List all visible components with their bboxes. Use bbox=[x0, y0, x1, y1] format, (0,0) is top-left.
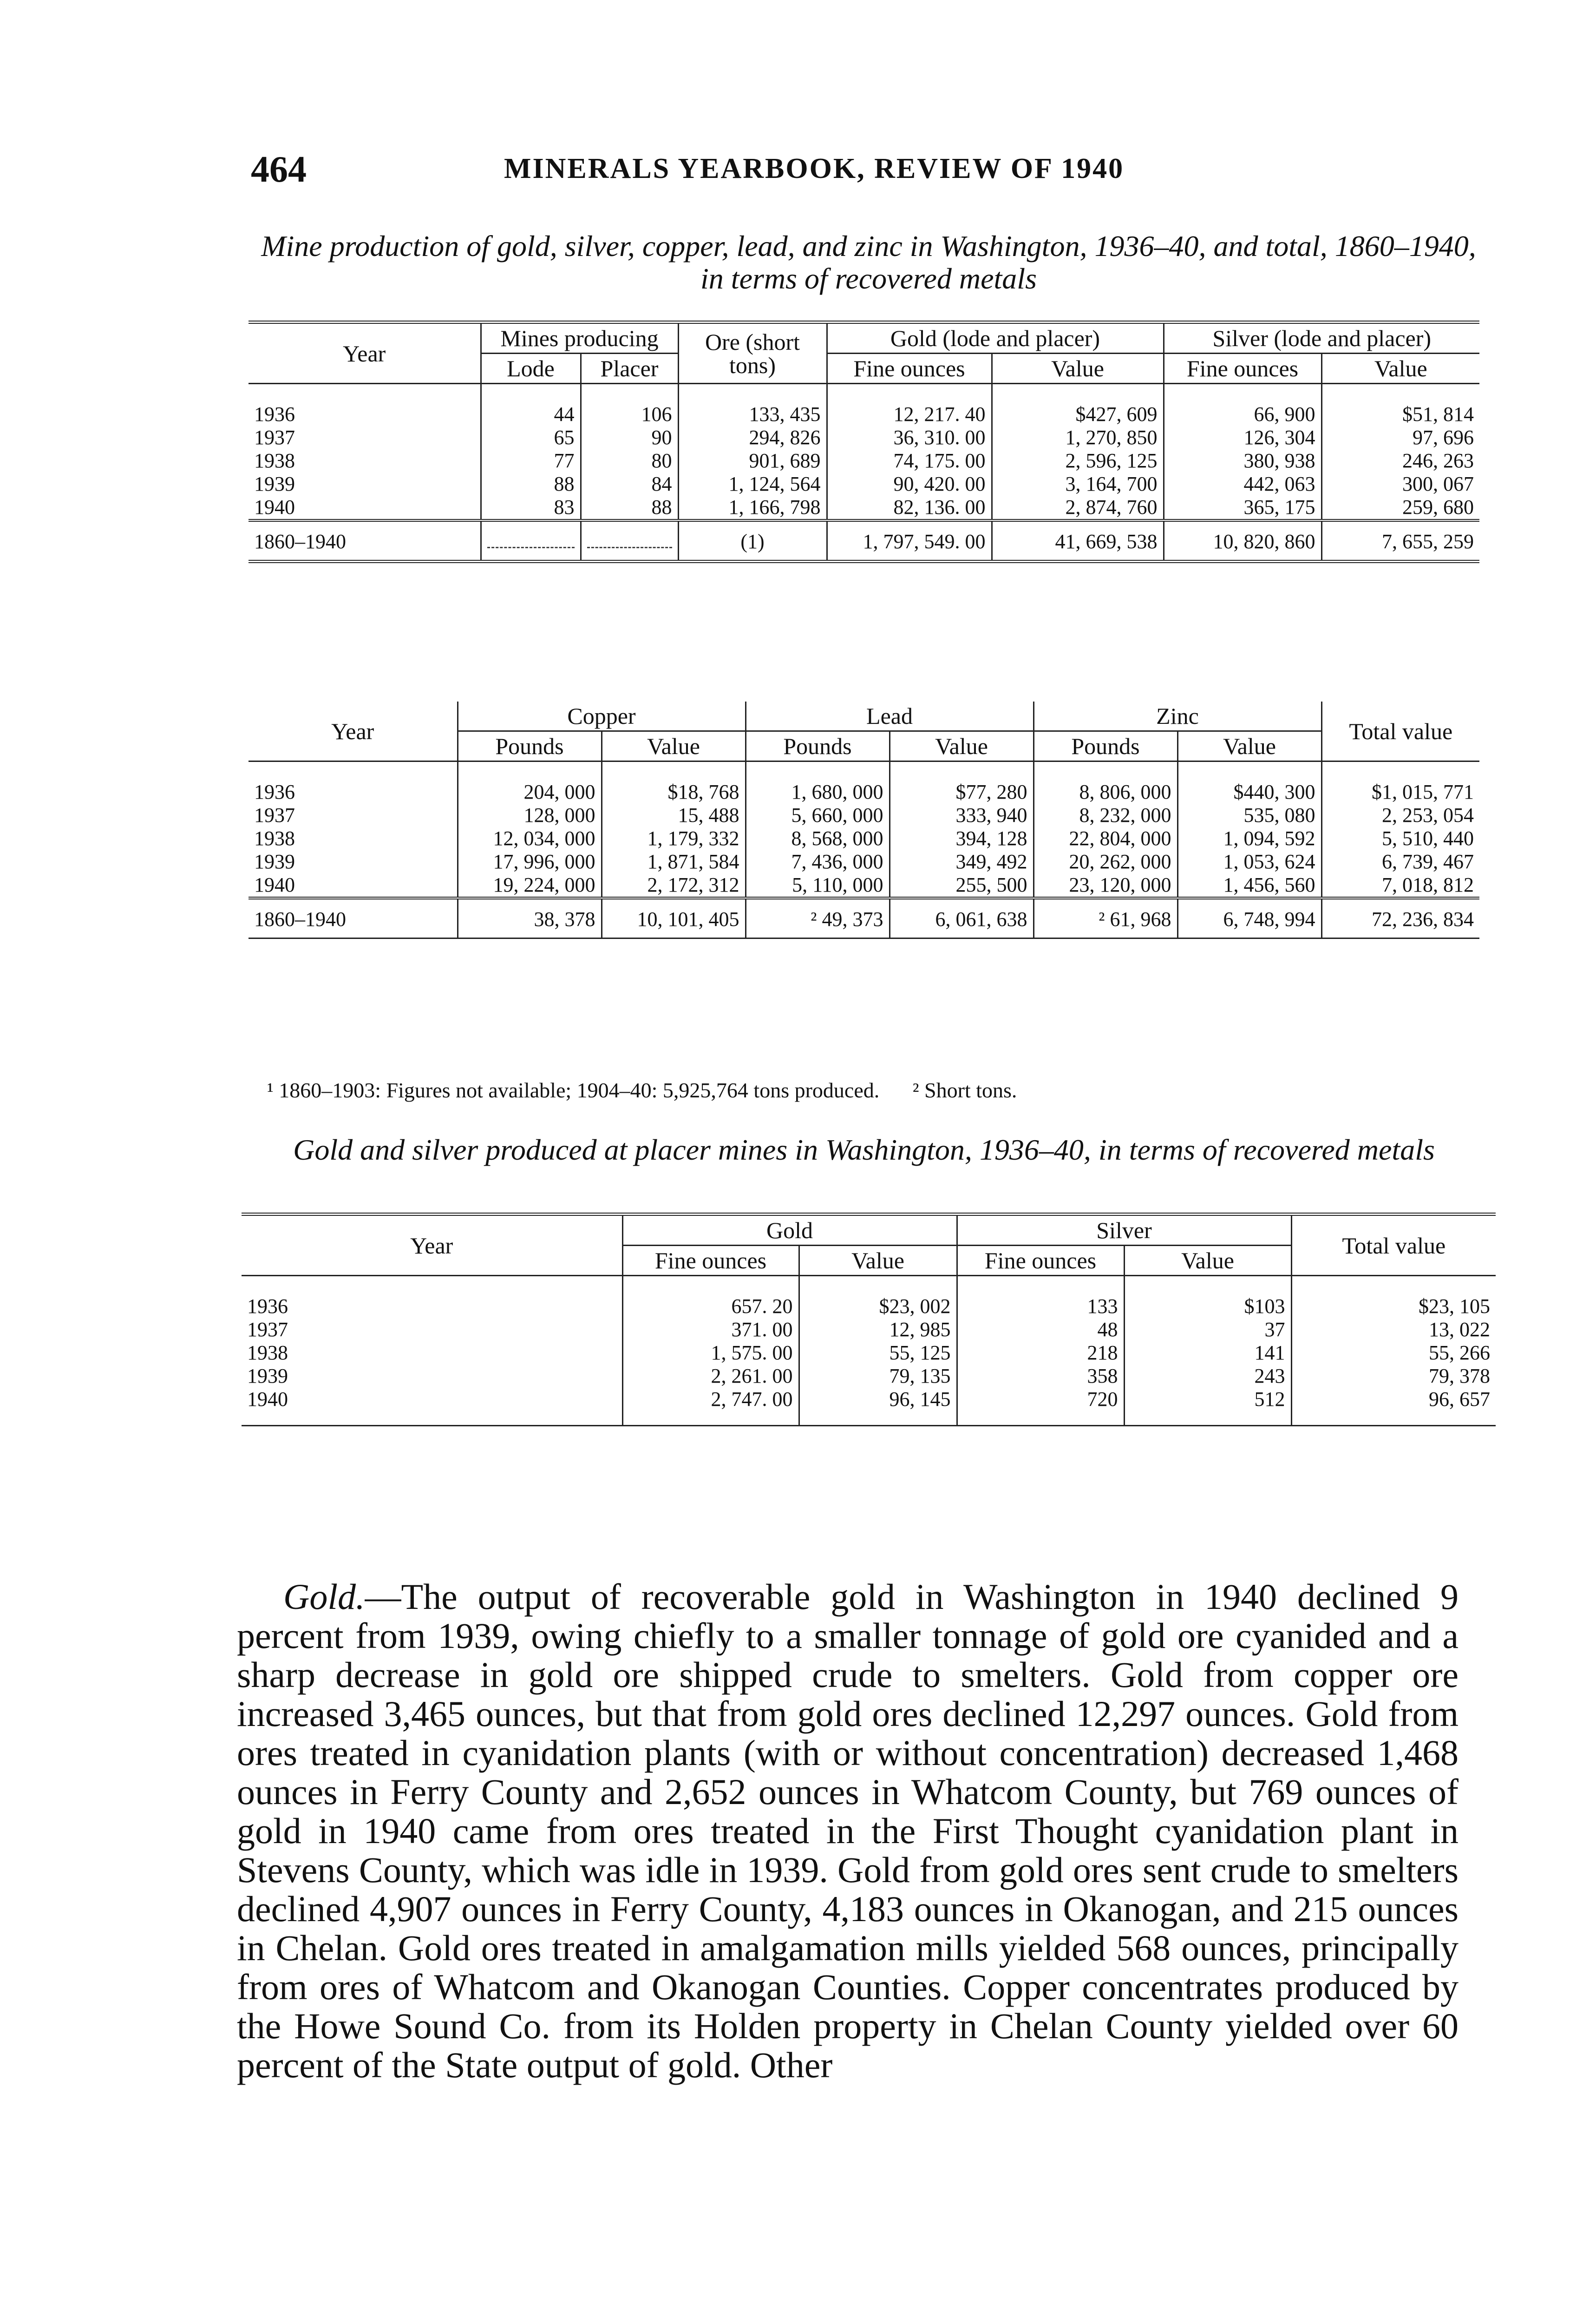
table-total-row bbox=[249, 898, 1479, 938]
copper-value-cell: 1, 871, 584 bbox=[602, 850, 746, 873]
lead-pounds-cell: 7, 436, 000 bbox=[746, 850, 890, 873]
empty-cell bbox=[581, 520, 678, 562]
gold-val-cell: 96, 145 bbox=[799, 1388, 957, 1426]
table-row bbox=[249, 873, 1479, 898]
total-value-cell: 7, 018, 812 bbox=[1321, 873, 1479, 898]
copper-pounds-cell: 19, 224, 000 bbox=[458, 873, 602, 898]
lead-value-cell: $77, 280 bbox=[890, 781, 1033, 804]
gold-val-cell: $427, 609 bbox=[992, 403, 1164, 426]
lode-cell: 65 bbox=[481, 426, 581, 449]
t3-head-gold-oz: Fine ounces bbox=[622, 1246, 799, 1276]
year-cell: 1938 bbox=[247, 1341, 288, 1364]
t3-head-silver: Silver bbox=[957, 1214, 1291, 1246]
zinc-pounds-cell: 20, 262, 000 bbox=[1033, 850, 1177, 873]
lode-cell: 83 bbox=[481, 496, 581, 520]
silver-oz-cell: 720 bbox=[957, 1388, 1124, 1426]
t2-head-year: Year bbox=[249, 702, 458, 761]
t3-head-gold-val: Value bbox=[799, 1246, 957, 1276]
lead-value-cell: 255, 500 bbox=[890, 873, 1033, 898]
silver-val-cell: $51, 814 bbox=[1321, 403, 1479, 426]
year-cell: 1860–1940 bbox=[249, 898, 458, 938]
gold-oz-cell: 36, 310. 00 bbox=[827, 426, 992, 449]
t1-head-silver-oz: Fine ounces bbox=[1164, 354, 1321, 384]
gold-oz-cell: 82, 136. 00 bbox=[827, 496, 992, 520]
total-value-cell: 96, 657 bbox=[1291, 1388, 1496, 1426]
gold-oz-cell: 1, 575. 00 bbox=[622, 1341, 799, 1365]
lode-cell: 88 bbox=[481, 472, 581, 496]
t3-head-gold: Gold bbox=[622, 1214, 957, 1246]
t2-head-copper: Copper bbox=[458, 702, 746, 731]
silver-val-cell: $103 bbox=[1124, 1295, 1291, 1318]
gold-oz-cell: 1, 797, 549. 00 bbox=[827, 520, 992, 562]
copper-value-cell: 10, 101, 405 bbox=[602, 898, 746, 938]
silver-oz-cell: 218 bbox=[957, 1341, 1124, 1365]
placer-cell: 84 bbox=[581, 472, 678, 496]
table1-part1 bbox=[249, 321, 1479, 563]
table-row bbox=[249, 496, 1479, 520]
zinc-value-cell: 1, 456, 560 bbox=[1177, 873, 1321, 898]
placer-cell: 80 bbox=[581, 449, 678, 472]
gold-oz-cell: 371. 00 bbox=[622, 1318, 799, 1341]
silver-val-cell: 246, 263 bbox=[1321, 449, 1479, 472]
lode-cell: 77 bbox=[481, 449, 581, 472]
table-row bbox=[249, 403, 1479, 426]
total-value-cell: 13, 022 bbox=[1291, 1318, 1496, 1341]
zinc-value-cell: 1, 094, 592 bbox=[1177, 827, 1321, 850]
gold-oz-cell: 2, 261. 00 bbox=[622, 1365, 799, 1388]
zinc-pounds-cell: 8, 232, 000 bbox=[1033, 804, 1177, 827]
t2-head-cu-lb: Pounds bbox=[458, 731, 602, 761]
t3-head-year: Year bbox=[242, 1214, 622, 1276]
t1-head-lode: Lode bbox=[481, 354, 581, 384]
footnote-1: ¹ 1860–1903: Figures not available; 1904–40: 5,925,764 tons produced. bbox=[267, 1078, 880, 1102]
table-row bbox=[242, 1388, 1496, 1426]
silver-val-cell: 37 bbox=[1124, 1318, 1291, 1341]
gold-oz-cell: 2, 747. 00 bbox=[622, 1388, 799, 1426]
year-cell: 1940 bbox=[254, 496, 295, 518]
silver-oz-cell: 48 bbox=[957, 1318, 1124, 1341]
silver-val-cell: 141 bbox=[1124, 1341, 1291, 1365]
placer-cell: 88 bbox=[581, 496, 678, 520]
t1-head-gold: Gold (lode and placer) bbox=[827, 322, 1164, 354]
lead-pounds-cell: 5, 110, 000 bbox=[746, 873, 890, 898]
gold-val-cell: 12, 985 bbox=[799, 1318, 957, 1341]
t3-head-silver-val: Value bbox=[1124, 1246, 1291, 1276]
year-cell: 1939 bbox=[247, 1365, 288, 1387]
zinc-value-cell: 1, 053, 624 bbox=[1177, 850, 1321, 873]
gold-val-cell: 41, 669, 538 bbox=[992, 520, 1164, 562]
total-value-cell: 6, 739, 467 bbox=[1321, 850, 1479, 873]
total-value-cell: $1, 015, 771 bbox=[1321, 781, 1479, 804]
table-row bbox=[249, 472, 1479, 496]
silver-oz-cell: 66, 900 bbox=[1164, 403, 1321, 426]
body-paragraph bbox=[237, 1577, 1459, 2085]
gold-val-cell: 2, 874, 760 bbox=[992, 496, 1164, 520]
table-row bbox=[242, 1341, 1496, 1365]
silver-oz-cell: 365, 175 bbox=[1164, 496, 1321, 520]
copper-pounds-cell: 17, 996, 000 bbox=[458, 850, 602, 873]
t1-head-gold-val: Value bbox=[992, 354, 1164, 384]
table-row bbox=[249, 827, 1479, 850]
year-cell: 1940 bbox=[254, 873, 295, 896]
t1-head-silver: Silver (lode and placer) bbox=[1164, 322, 1479, 354]
table1-footnotes bbox=[267, 1078, 1475, 1102]
gold-oz-cell: 74, 175. 00 bbox=[827, 449, 992, 472]
lead-pounds-cell: ² 49, 373 bbox=[746, 898, 890, 938]
silver-val-cell: 243 bbox=[1124, 1365, 1291, 1388]
zinc-pounds-cell: 23, 120, 000 bbox=[1033, 873, 1177, 898]
t3-head-silver-oz: Fine ounces bbox=[957, 1246, 1124, 1276]
total-value-cell: $23, 105 bbox=[1291, 1295, 1496, 1318]
copper-value-cell: 15, 488 bbox=[602, 804, 746, 827]
t2-head-pb-val: Value bbox=[890, 731, 1033, 761]
gold-oz-cell: 90, 420. 00 bbox=[827, 472, 992, 496]
total-value-cell: 79, 378 bbox=[1291, 1365, 1496, 1388]
lead-pounds-cell: 1, 680, 000 bbox=[746, 781, 890, 804]
t1-head-silver-val: Value bbox=[1321, 354, 1479, 384]
year-cell: 1936 bbox=[254, 781, 295, 803]
placer-cell: 106 bbox=[581, 403, 678, 426]
running-head bbox=[251, 149, 1254, 200]
table-row bbox=[249, 426, 1479, 449]
running-title: MINERALS YEARBOOK, REVIEW OF 1940 bbox=[504, 153, 1125, 184]
table-row bbox=[242, 1365, 1496, 1388]
ore-cell: 901, 689 bbox=[678, 449, 827, 472]
lead-value-cell: 394, 128 bbox=[890, 827, 1033, 850]
copper-value-cell: 2, 172, 312 bbox=[602, 873, 746, 898]
silver-val-cell: 259, 680 bbox=[1321, 496, 1479, 520]
t2-head-lead: Lead bbox=[746, 702, 1033, 731]
table-row bbox=[249, 449, 1479, 472]
zinc-pounds-cell: 8, 806, 000 bbox=[1033, 781, 1177, 804]
silver-oz-cell: 133 bbox=[957, 1295, 1124, 1318]
year-cell: 1936 bbox=[254, 403, 295, 426]
gold-val-cell: 2, 596, 125 bbox=[992, 449, 1164, 472]
table1-caption: Mine production of gold, silver, copper, lead, and zinc in Washington, 1936–40, and total, 1860–1940, in terms of recovered metals bbox=[261, 230, 1476, 295]
year-cell: 1860–1940 bbox=[249, 520, 481, 562]
paragraph-lead-word: Gold. bbox=[283, 1576, 365, 1617]
lode-cell: 44 bbox=[481, 403, 581, 426]
table2 bbox=[242, 1213, 1496, 1426]
copper-pounds-cell: 12, 034, 000 bbox=[458, 827, 602, 850]
gold-val-cell: 79, 135 bbox=[799, 1365, 957, 1388]
lead-value-cell: 6, 061, 638 bbox=[890, 898, 1033, 938]
t2-head-cu-val: Value bbox=[602, 731, 746, 761]
copper-pounds-cell: 38, 378 bbox=[458, 898, 602, 938]
table-total-row bbox=[249, 520, 1479, 562]
silver-oz-cell: 380, 938 bbox=[1164, 449, 1321, 472]
t1-head-ore: Ore (short tons) bbox=[678, 322, 827, 384]
ore-cell: 133, 435 bbox=[678, 403, 827, 426]
year-cell: 1938 bbox=[254, 827, 295, 850]
year-cell: 1938 bbox=[254, 449, 295, 472]
silver-oz-cell: 358 bbox=[957, 1365, 1124, 1388]
gold-oz-cell: 657. 20 bbox=[622, 1295, 799, 1318]
lead-value-cell: 349, 492 bbox=[890, 850, 1033, 873]
page-number: 464 bbox=[251, 149, 307, 190]
empty-cell bbox=[481, 520, 581, 562]
silver-oz-cell: 10, 820, 860 bbox=[1164, 520, 1321, 562]
silver-oz-cell: 442, 063 bbox=[1164, 472, 1321, 496]
lead-value-cell: 333, 940 bbox=[890, 804, 1033, 827]
zinc-pounds-cell: 22, 804, 000 bbox=[1033, 827, 1177, 850]
year-cell: 1939 bbox=[254, 472, 295, 495]
gold-val-cell: 3, 164, 700 bbox=[992, 472, 1164, 496]
copper-value-cell: $18, 768 bbox=[602, 781, 746, 804]
silver-val-cell: 97, 696 bbox=[1321, 426, 1479, 449]
table-row bbox=[242, 1318, 1496, 1341]
year-cell: 1937 bbox=[247, 1318, 288, 1341]
zinc-value-cell: 6, 748, 994 bbox=[1177, 898, 1321, 938]
t1-head-year: Year bbox=[249, 322, 481, 384]
lead-pounds-cell: 5, 660, 000 bbox=[746, 804, 890, 827]
year-cell: 1939 bbox=[254, 850, 295, 873]
t2-head-total: Total value bbox=[1321, 702, 1479, 761]
table-row bbox=[242, 1295, 1496, 1318]
ore-cell: (1) bbox=[678, 520, 827, 562]
year-cell: 1937 bbox=[254, 804, 295, 827]
table1-part2 bbox=[249, 702, 1479, 939]
silver-val-cell: 512 bbox=[1124, 1388, 1291, 1426]
paragraph-text: —The output of recoverable gold in Washington in 1940 declined 9 percent from 1939, owing chiefly to a smaller tonnage of gold ore cyanided and a sharp decrease in gold ore shipped crude to smelters. Gold from copper ore increased 3,465 ounces, but that from gold ores declined 12,297 ounces. Gold from ores treated in cyanidation plants (with or without concentration) decreased 1,468 ounces in Ferry County and 2,652 ounces in Whatcom County, but 769 ounces of gold in 1940 came from ores treated in the First Thought cyanidation plant in Stevens County, which was idle in 1939. Gold from gold ores sent crude to smelters declined 4,907 ounces in Ferry County, 4,183 ounces in Okanogan, and 215 ounces in Chelan. Gold ores treated in amalgamation mills yielded 568 ounces, principally from ores of Whatcom and Okanogan Counties. Copper concentrates produced by the Howe Sound Co. from its Holden property in Chelan County yielded over 60 percent of the State output of gold. Other bbox=[237, 1576, 1459, 2085]
t2-head-pb-lb: Pounds bbox=[746, 731, 890, 761]
t1-head-placer: Placer bbox=[581, 354, 678, 384]
footnote-2: ² Short tons. bbox=[912, 1078, 1017, 1102]
gold-val-cell: 55, 125 bbox=[799, 1341, 957, 1365]
t2-head-zn-val: Value bbox=[1177, 731, 1321, 761]
total-value-cell: 5, 510, 440 bbox=[1321, 827, 1479, 850]
zinc-pounds-cell: ² 61, 968 bbox=[1033, 898, 1177, 938]
t1-head-mines: Mines producing bbox=[481, 322, 678, 354]
table-row bbox=[249, 804, 1479, 827]
copper-value-cell: 1, 179, 332 bbox=[602, 827, 746, 850]
copper-pounds-cell: 128, 000 bbox=[458, 804, 602, 827]
total-value-cell: 55, 266 bbox=[1291, 1341, 1496, 1365]
total-value-cell: 72, 236, 834 bbox=[1321, 898, 1479, 938]
placer-cell: 90 bbox=[581, 426, 678, 449]
lead-pounds-cell: 8, 568, 000 bbox=[746, 827, 890, 850]
zinc-value-cell: 535, 080 bbox=[1177, 804, 1321, 827]
t1-head-gold-oz: Fine ounces bbox=[827, 354, 992, 384]
year-cell: 1940 bbox=[247, 1388, 288, 1411]
t2-head-zinc: Zinc bbox=[1033, 702, 1321, 731]
silver-val-cell: 7, 655, 259 bbox=[1321, 520, 1479, 562]
gold-oz-cell: 12, 217. 40 bbox=[827, 403, 992, 426]
ore-cell: 294, 826 bbox=[678, 426, 827, 449]
year-cell: 1937 bbox=[254, 426, 295, 449]
year-cell: 1936 bbox=[247, 1295, 288, 1318]
ore-cell: 1, 124, 564 bbox=[678, 472, 827, 496]
silver-oz-cell: 126, 304 bbox=[1164, 426, 1321, 449]
silver-val-cell: 300, 067 bbox=[1321, 472, 1479, 496]
total-value-cell: 2, 253, 054 bbox=[1321, 804, 1479, 827]
table2-caption: Gold and silver produced at placer mines in Washington, 1936–40, in terms of recovered metals bbox=[293, 1133, 1435, 1166]
table-row bbox=[249, 781, 1479, 804]
zinc-value-cell: $440, 300 bbox=[1177, 781, 1321, 804]
table-row bbox=[249, 850, 1479, 873]
gold-val-cell: $23, 002 bbox=[799, 1295, 957, 1318]
gold-val-cell: 1, 270, 850 bbox=[992, 426, 1164, 449]
copper-pounds-cell: 204, 000 bbox=[458, 781, 602, 804]
ore-cell: 1, 166, 798 bbox=[678, 496, 827, 520]
t2-head-zn-lb: Pounds bbox=[1033, 731, 1177, 761]
t3-head-total: Total value bbox=[1291, 1214, 1496, 1276]
